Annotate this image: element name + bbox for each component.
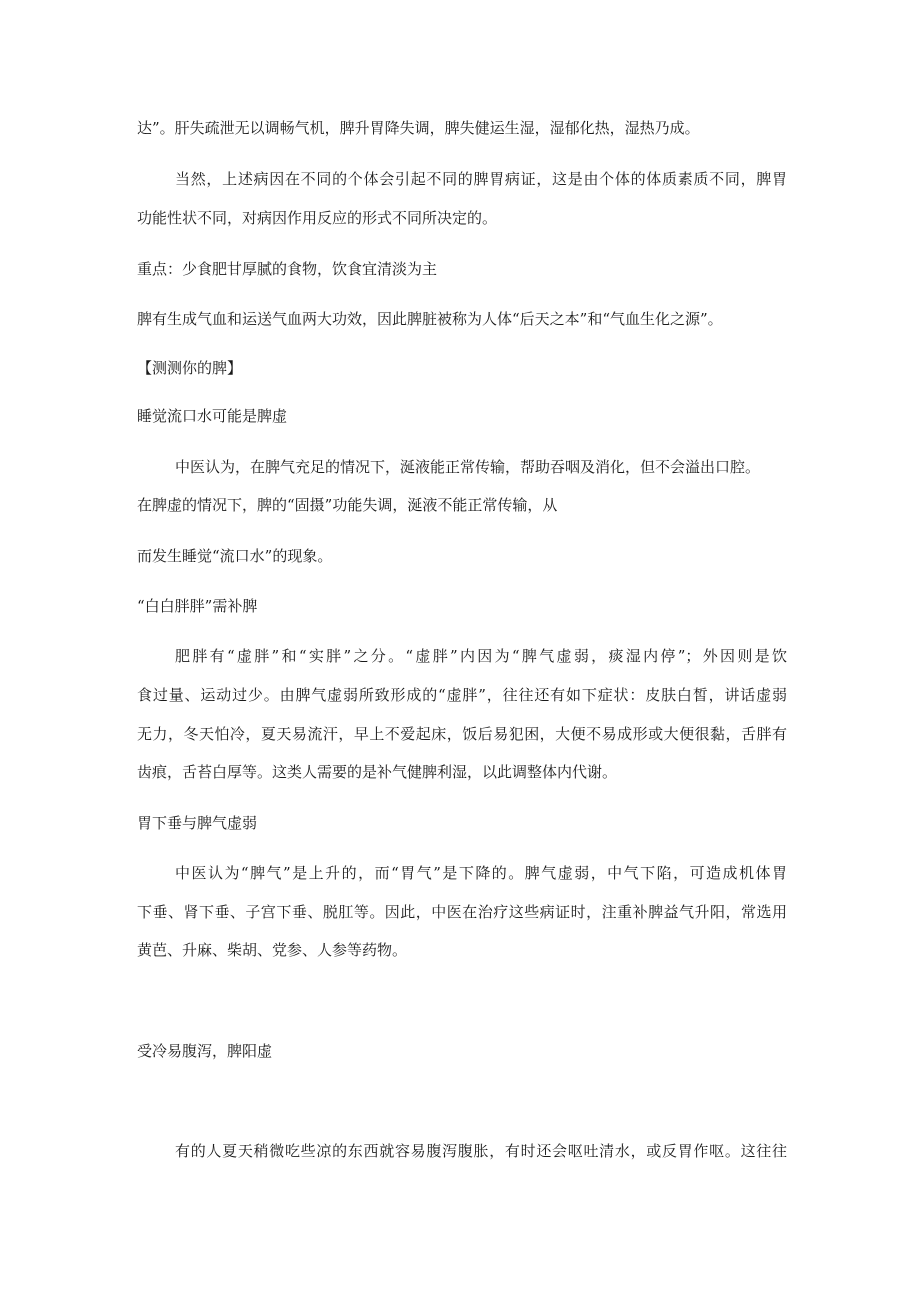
paragraph-line: 肥胖有“虚胖”和“实胖”之分。“虚胖”内因为“脾气虚弱，痰湿内停”；外因则是饮 [175,647,787,665]
subsection-heading: “白白胖胖”需补脾 [137,597,258,615]
paragraph-line: 黄芭、升麻、柴胡、党参、人参等药物。 [137,941,408,959]
section-heading: 【测测你的脾】 [137,359,243,377]
paragraph-line: 功能性状不同，对病因作用反应的形式不同所决定的。 [137,209,498,227]
paragraph-line: 无力，冬天怕冷，夏天易流汗，早上不爱起床，饭后易犯困，大便不易成形或大便很黏，舌胖有 [137,725,787,743]
paragraph-line: 中医认为“脾气”是上升的，而“胃气”是下降的。脾气虚弱，中气下陷，可造成机体胃 [175,864,787,882]
subsection-heading: 受冷易腹泻，脾阳虚 [137,1042,273,1060]
paragraph-line: 达”。肝失疏泄无以调畅气机，脾升胃降失调，脾失健运生湿，湿郁化热，湿热乃成。 [137,119,700,137]
subsection-heading: 胃下垂与脾气虚弱 [137,814,258,832]
paragraph-line: 脾有生成气血和运送气血两大功效，因此脾脏被称为人体“后天之本”和“气血生化之源”。 [137,310,723,328]
paragraph-line: 而发生睡觉“流口水”的现象。 [137,547,333,565]
paragraph-line: 齿痕，舌苔白厚等。这类人需要的是补气健脾利湿，以此调整体内代谢。 [137,763,618,781]
paragraph-line: 下垂、肾下垂、子宫下垂、脱肛等。因此，中医在治疗这些病证时，注重补脾益气升阳，常选用 [137,903,787,921]
paragraph-line: 当然，上述病因在不同的个体会引起不同的脾胃病证，这是由个体的体质素质不同，脾胃 [175,170,787,188]
paragraph-line: 有的人夏天稍微吃些凉的东西就容易腹泻腹胀，有时还会呕吐清水，或反胃作呕。这往往 [175,1142,787,1160]
subsection-heading: 睡觉流口水可能是脾虚 [137,407,288,425]
key-point-heading: 重点：少食肥甘厚腻的食物，饮食宜清淡为主 [137,260,438,278]
paragraph-line: 在脾虚的情况下，脾的“固摄”功能失调，涎液不能正常传输，从 [137,496,558,514]
paragraph-line: 中医认为，在脾气充足的情况下，涎液能正常传输，帮助吞咽及消化，但不会溢出口腔。 [175,458,761,476]
paragraph-line: 食过量、运动过少。由脾气虚弱所致形成的“虚胖”，往往还有如下症状：皮肤白皙，讲话虚弱 [137,686,787,704]
